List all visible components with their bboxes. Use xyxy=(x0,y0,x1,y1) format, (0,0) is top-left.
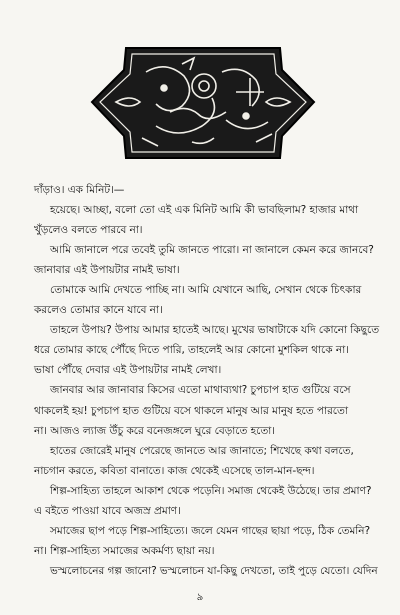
text-line: ভস্মলোচনের গল্প জানো? ভস্মলোচন যা-কিছু দেখতো, তাই পুড়ে যেতো। যেদিন xyxy=(50,564,378,577)
text-line: তোমাকে আমি দেখতে পাচ্ছি না। আমি যেখানে আছি, সেখান থেকে চিৎকার xyxy=(50,284,362,297)
text-line: শিল্প-সাহিত্য তাহলে আকাশ থেকে পড়েনি। সমাজ থেকেই উঠেছে। তার প্রমাণ? xyxy=(50,484,372,497)
text-line: থাকলেই হয়! চুপচাপ হাত গুটিয়ে বসে থাকলে মানুষ আর মানুষ হতে পারতো xyxy=(34,404,348,417)
text-line: তাহলে উপায়? উপায় আমার হাতেই আছে। মুখের ভাষাটাকে যদি কোনো কিছুতে xyxy=(50,324,380,337)
text-line: জানবার আর জানাবার কিসের এতো মাথাব্যথা? চুপচাপ হাত গুটিয়ে বসে xyxy=(50,384,351,397)
text-line: হাতের জোরেই মানুষ পেরেছে জানতে আর জানাতে; শিখেছে কথা বলতে, xyxy=(50,444,354,457)
text-line: জানাবার এই উপায়টার নামই ভাষা। xyxy=(34,264,180,277)
text-line: এ বইতে পাওয়া যাবে অজস্র প্রমাণ। xyxy=(34,504,181,517)
text-line: ভাষা পৌঁছে দেবার এই উপায়টার নামই লেখা। xyxy=(34,364,222,377)
text-line: দাঁড়াও। এক মিনিট।— xyxy=(34,184,125,196)
text-line: না। শিল্প-সাহিত্য সমাজের অকর্মণ্য ছায়া নয়। xyxy=(34,544,215,557)
page-number: ৯ xyxy=(196,592,204,603)
body-text xyxy=(34,180,382,581)
text-line: খুঁড়লেও বলতে পারবে না। xyxy=(34,224,143,237)
text-line: ধরে তোমার কাছে পৌঁছে দিতে পারি, তাহলেই আর কোনো মুশকিল থাকে না। xyxy=(34,344,349,357)
decorative-header-illustration xyxy=(86,42,320,164)
text-line: আমি জানালে পরে তবেই তুমি জানতে পারো। না জানালে কেমন করে জানবে? xyxy=(50,244,374,257)
header-frame xyxy=(92,48,314,158)
text-line: না। আজও ল্যাজ উঁচু করে বনেজঙ্গলে ঘুরে বেড়াতে হতো। xyxy=(34,424,275,437)
text-line: করলেও তোমার কানে যাবে না। xyxy=(34,304,163,317)
text-line: হয়েছে। আচ্ছা, বলো তো এই এক মিনিট আমি কী ভাবছিলাম? হাজার মাথা xyxy=(50,204,359,217)
text-line: সমাজের ছাপ পড়ে শিল্প-সাহিত্যে। জলে যেমন গাছের ছায়া পড়ে, ঠিক তেমনি? xyxy=(50,524,371,537)
text-line: নাচগান করতে, কবিতা বানাতে। কাজ থেকেই এসেছে তাল-মান-ছন্দ। xyxy=(34,464,315,477)
